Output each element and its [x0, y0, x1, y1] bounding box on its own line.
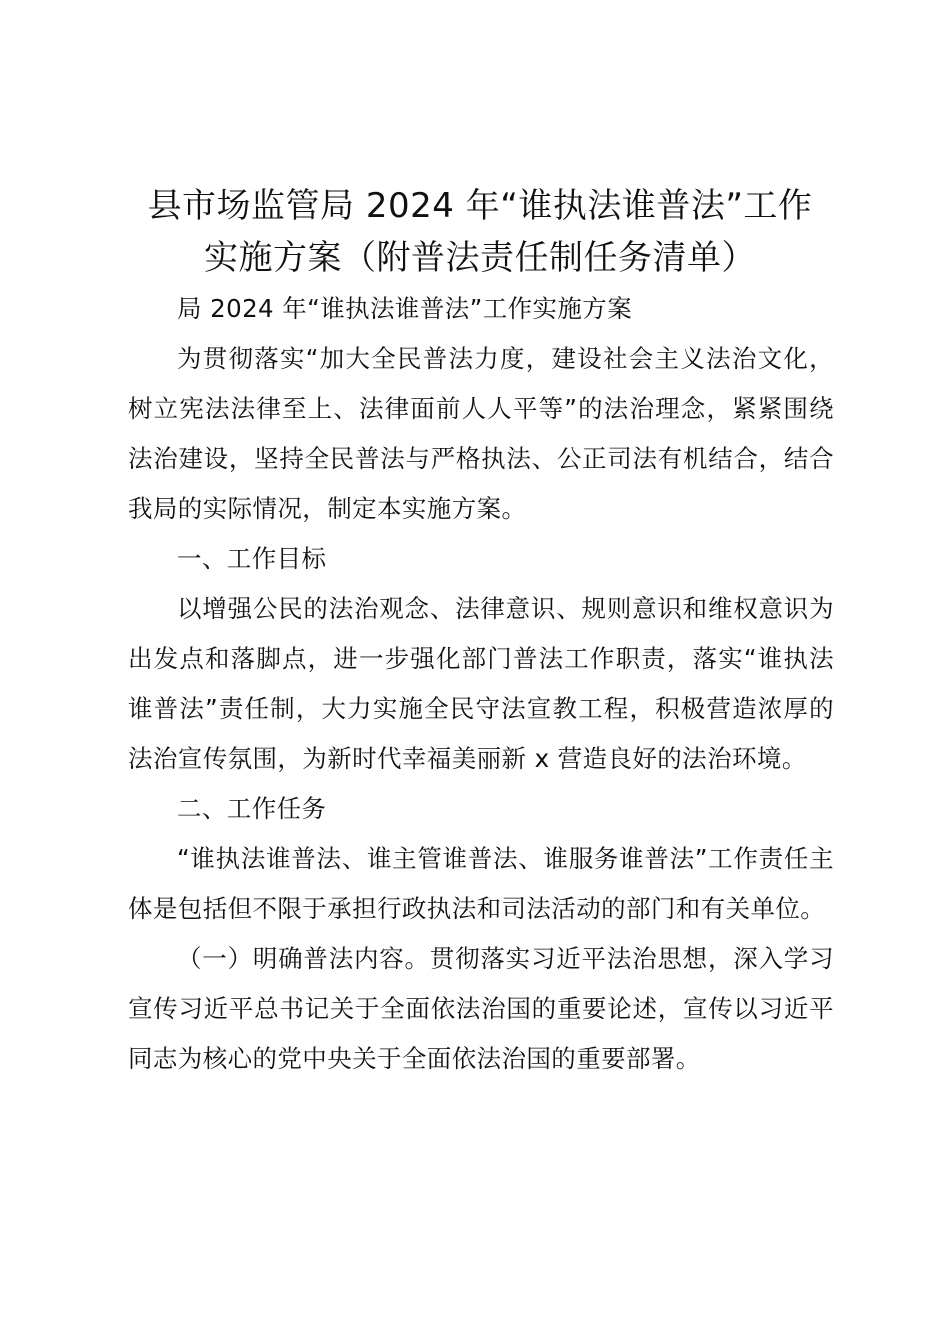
document-title-line-1: 县市场监管局 2024 年“谁执法谁普法”工作 — [147, 186, 813, 226]
section-heading-goals: 一、工作目标 — [177, 544, 327, 573]
document-title-line-2: 实施方案（附普法责任制任务清单） — [204, 238, 756, 278]
paragraph-goals: 以增强公民的法治观念、法律意识、规则意识和维权意识为出发点和落脚点，进一步强化部门普法工作职责，落实“谁执法谁普法”责任制，大力实施全民守法宣教工程，积极营造浓厚的法治宣传氛围，为新时代幸福美丽新 x 营造良好的法治环境。 — [128, 594, 834, 773]
paragraph-intro: 为贯彻落实“加大全民普法力度，建设社会主义法治文化，树立宪法法律至上、法律面前人人平等”的法治理念，紧紧围绕法治建设，坚持全民普法与严格执法、公正司法有机结合，结合我局的实际情况，制定本实施方案。 — [128, 344, 834, 523]
document-body — [128, 284, 834, 1084]
section-heading-tasks: 二、工作任务 — [177, 794, 327, 823]
paragraph-content: （一）明确普法内容。贯彻落实习近平法治思想，深入学习宣传习近平总书记关于全面依法治国的重要论述，宣传以习近平同志为核心的党中央关于全面依法治国的重要部署。 — [128, 944, 834, 1073]
paragraph-subtitle: 局 2024 年“谁执法谁普法”工作实施方案 — [177, 294, 633, 323]
paragraph-responsibility: “谁执法谁普法、谁主管谁普法、谁服务谁普法”工作责任主体是包括但不限于承担行政执法和司法活动的部门和有关单位。 — [128, 844, 834, 923]
